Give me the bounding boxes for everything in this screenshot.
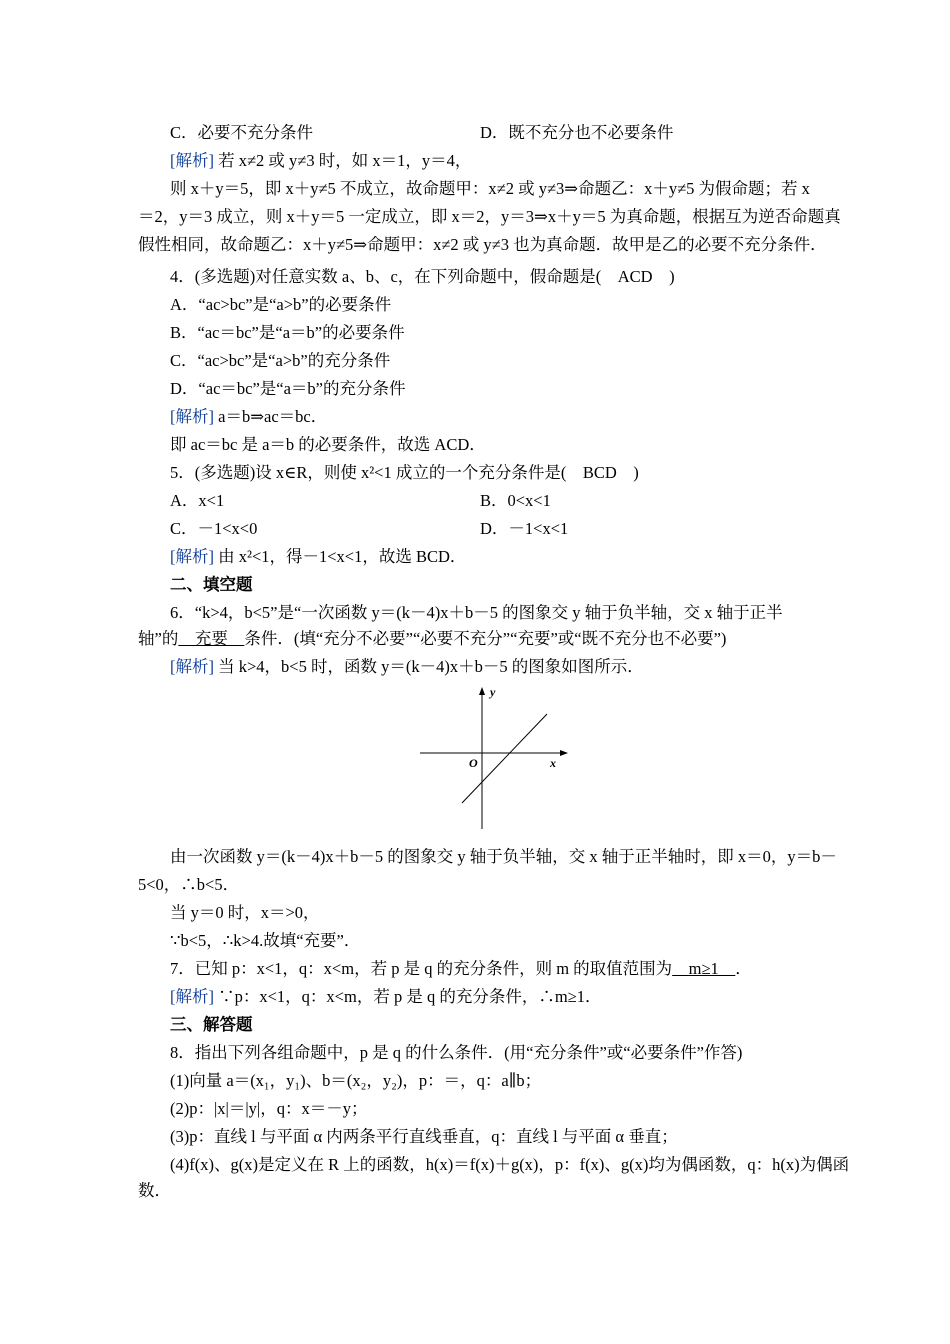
option-b: B．0<x<1 <box>480 491 551 510</box>
line-options-cd <box>170 518 850 540</box>
sub-question-1: (1)向量 a＝(x₁，y₁)、b＝(x₂，y₂)，p：＝，q：a∥b； <box>170 1071 542 1090</box>
body-line: 轴”的 充要 条件．(填“充分不必要”“必要不充分”“充要”或“既不充分也不必要”) <box>138 629 727 648</box>
analysis-text: 由 x²<1，得－1<x<1，故选 BCD． <box>214 547 467 566</box>
body-line: 数． <box>138 1181 171 1200</box>
body-line: ∵b<5，∴k>4.故填“充要”． <box>170 931 361 950</box>
question-5: 5．(多选题)设 x∈R，则使 x²<1 成立的一个充分条件是( BCD ) <box>170 463 639 482</box>
analysis-line <box>170 546 850 568</box>
option-b: B．“ac＝bc”是“a＝b”的必要条件 <box>170 323 405 342</box>
question-6: 6．“k>4，b<5”是“一次函数 y＝(k－4)x＋b－5 的图象交 y 轴于负半轴，交 x 轴于正半 <box>170 603 783 622</box>
option-a: A．“ac>bc”是“a>b”的必要条件 <box>170 295 392 314</box>
body-line: 5<0，∴b<5． <box>138 875 240 894</box>
section-heading: 二、填空题 <box>170 575 253 594</box>
option-c: C．－1<x<0 <box>170 519 258 538</box>
analysis-line <box>170 986 850 1008</box>
analysis-line <box>170 406 850 428</box>
analysis-tag: [解析] <box>170 547 214 566</box>
question-7: 7．已知 p：x<1，q：x<m，若 p 是 q 的充分条件，则 m 的取值范围为 m≥1 ． <box>170 959 752 978</box>
body-line: 假性相同，故命题乙：x＋y≠5⇒命题甲：x≠2 或 y≠3 也为真命题．故甲是乙的必要不充分条件． <box>138 235 827 254</box>
question-4: 4．(多选题)对任意实数 a、b、c，在下列命题中，假命题是( ACD ) <box>170 267 675 286</box>
sub-question-3: (3)p：直线 l 与平面 α 内两条平行直线垂直，q：直线 l 与平面 α 垂直； <box>170 1127 678 1146</box>
body-line: 则 x＋y＝5，即 x＋y≠5 不成立，故命题甲：x≠2 或 y≠3⇒命题乙：x＋y≠5 为假命题；若 x <box>170 179 810 198</box>
analysis-text: ∵p：x<1，q：x<m，若 p 是 q 的充分条件，∴m≥1． <box>214 987 602 1006</box>
analysis-tag: [解析] <box>170 151 214 170</box>
function-graph <box>410 683 580 833</box>
line-options-cd <box>170 122 850 144</box>
analysis-text: 若 x≠2 或 y≠3 时，如 x＝1，y＝4， <box>214 151 472 170</box>
x-axis-arrow <box>560 750 568 756</box>
question-8: 8．指出下列各组命题中，p 是 q 的什么条件．(用“充分条件”或“必要条件”作答) <box>170 1043 743 1062</box>
option-d: D．－1<x<1 <box>480 519 569 538</box>
body-line: ＝2，y＝3 成立，则 x＋y＝5 一定成立，即 x＝2，y＝3⇒x＋y＝5 为真命题，根据互为逆否命题真 <box>138 207 841 226</box>
analysis-tag: [解析] <box>170 987 214 1006</box>
option-a: A．x<1 <box>170 491 225 510</box>
line-options-ab <box>170 490 850 512</box>
option-c: C．必要不充分条件 <box>170 123 314 142</box>
body-line: 当 y＝0 时，x＝>0， <box>170 903 320 922</box>
y-axis-arrow <box>479 687 485 695</box>
sub-question-2: (2)p：|x|＝|y|，q：x＝－y； <box>170 1099 368 1118</box>
body-line: 由一次函数 y＝(k－4)x＋b－5 的图象交 y 轴于负半轴，交 x 轴于正半轴时，即 x＝0，y＝b－ <box>170 847 837 866</box>
x-axis-label: x <box>550 756 556 770</box>
sub-question-4: (4)f(x)、g(x)是定义在 R 上的函数，h(x)＝f(x)＋g(x)，p：f(x)、g(x)均为偶函数，q：h(x)为偶函 <box>170 1155 850 1174</box>
analysis-tag: [解析] <box>170 657 214 676</box>
option-d: D．既不充分也不必要条件 <box>480 123 674 142</box>
answer-blank: m≥1 <box>672 959 736 978</box>
section-heading: 三、解答题 <box>170 1015 253 1034</box>
analysis-text: a＝b⇒ac＝bc． <box>214 407 328 426</box>
y-axis-label: y <box>490 685 496 699</box>
answer-blank: 充要 <box>178 629 245 648</box>
origin-label: O <box>469 756 478 770</box>
analysis-text: 当 k>4，b<5 时，函数 y＝(k－4)x＋b－5 的图象如图所示． <box>214 657 644 676</box>
option-d: D．“ac＝bc”是“a＝b”的充分条件 <box>170 379 406 398</box>
analysis-tag: [解析] <box>170 407 214 426</box>
analysis-line <box>170 656 850 678</box>
body-line: 即 ac＝bc 是 a＝b 的必要条件，故选 ACD． <box>170 435 486 454</box>
option-c: C．“ac>bc”是“a>b”的充分条件 <box>170 351 391 370</box>
analysis-line <box>170 150 850 172</box>
